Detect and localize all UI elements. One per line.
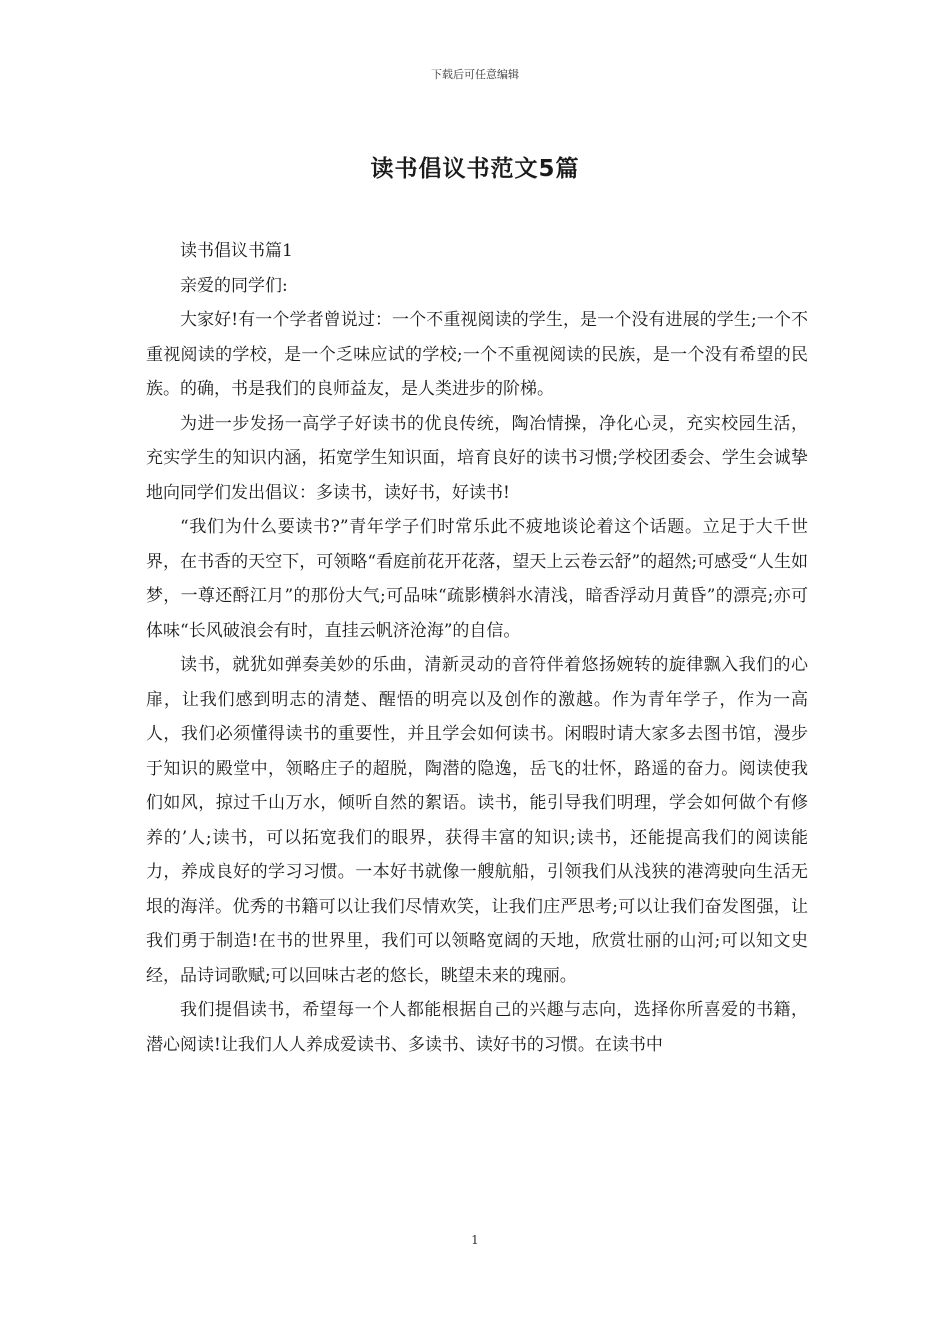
body-paragraph: 大家好!有一个学者曾说过：一个不重视阅读的学生，是一个没有进展的学生;一个不重视阅读的学校，是一个乏味应试的学校;一个不重视阅读的民族，是一个没有希望的民族。的确，书是我们的良师益友，是人类进步的阶梯。 (146, 310, 808, 399)
salutation: 亲爱的同学们: (180, 275, 288, 296)
body-paragraph: “我们为什么要读书?”青年学子们时常乐此不疲地谈论着这个话题。立足于大千世界，在书香的天空下，可领略“看庭前花开花落，望天上云卷云舒”的超然;可感受“人生如梦，一尊还酹江月”的那份大气;可品味“疏影横斜水清浅，暗香浮动月黄昏”的漂亮;亦可体味“长风破浪会有时，直挂云帆济沧海”的自信。 (146, 517, 808, 641)
page-number: 1 (471, 1233, 479, 1247)
body-paragraph: 读书，就犹如弹奏美妙的乐曲，清新灵动的音符伴着悠扬婉转的旋律飘入我们的心扉，让我们感到明志的清楚、醒悟的明亮以及创作的激越。作为青年学子，作为一高人，我们必须懂得读书的重要性，并且学会如何读书。闲暇时请大家多去图书馆，漫步于知识的殿堂中，领略庄子的超脱，陶潜的隐逸，岳飞的壮怀，路遥的奋力。阅读使我们如风，掠过千山万水，倾听自然的絮语。读书，能引导我们明理，学会如何做个有修养的’人;读书，可以拓宽我们的眼界，获得丰富的知识;读书，还能提高我们的阅读能力，养成良好的学习习惯。一本好书就像一艘航船，引领我们从浅狭的港湾驶向生活无垠的海洋。优秀的书籍可以让我们尽情欢笑，让我们庄严思考;可以让我们奋发图强，让我们勇于制造!在书的世界里，我们可以领略宽阔的天地，欣赏壮丽的山河;可以知文史经，品诗词歌赋;可以回味古老的悠长，眺望未来的瑰丽。 (146, 655, 808, 986)
page-header: 下载后可任意编辑 (431, 68, 519, 81)
body-paragraph: 我们提倡读书，希望每一个人都能根据自己的兴趣与志向，选择你所喜爱的书籍，潜心阅读!让我们人人养成爱读书、多读书、读好书的习惯。在读书中 (146, 1000, 808, 1055)
body-paragraph: 为进一步发扬一高学子好读书的优良传统，陶冶情操，净化心灵，充实校园生活，充实学生的知识内涵，拓宽学生知识面，培育良好的读书习惯;学校团委会、学生会诚挚地向同学们发出倡议：多读书，读好书，好读书! (146, 413, 808, 503)
document-title: 读书倡议书范文5篇 (370, 156, 580, 182)
section-heading: 读书倡议书篇1 (180, 241, 293, 261)
document-body (146, 234, 808, 1062)
